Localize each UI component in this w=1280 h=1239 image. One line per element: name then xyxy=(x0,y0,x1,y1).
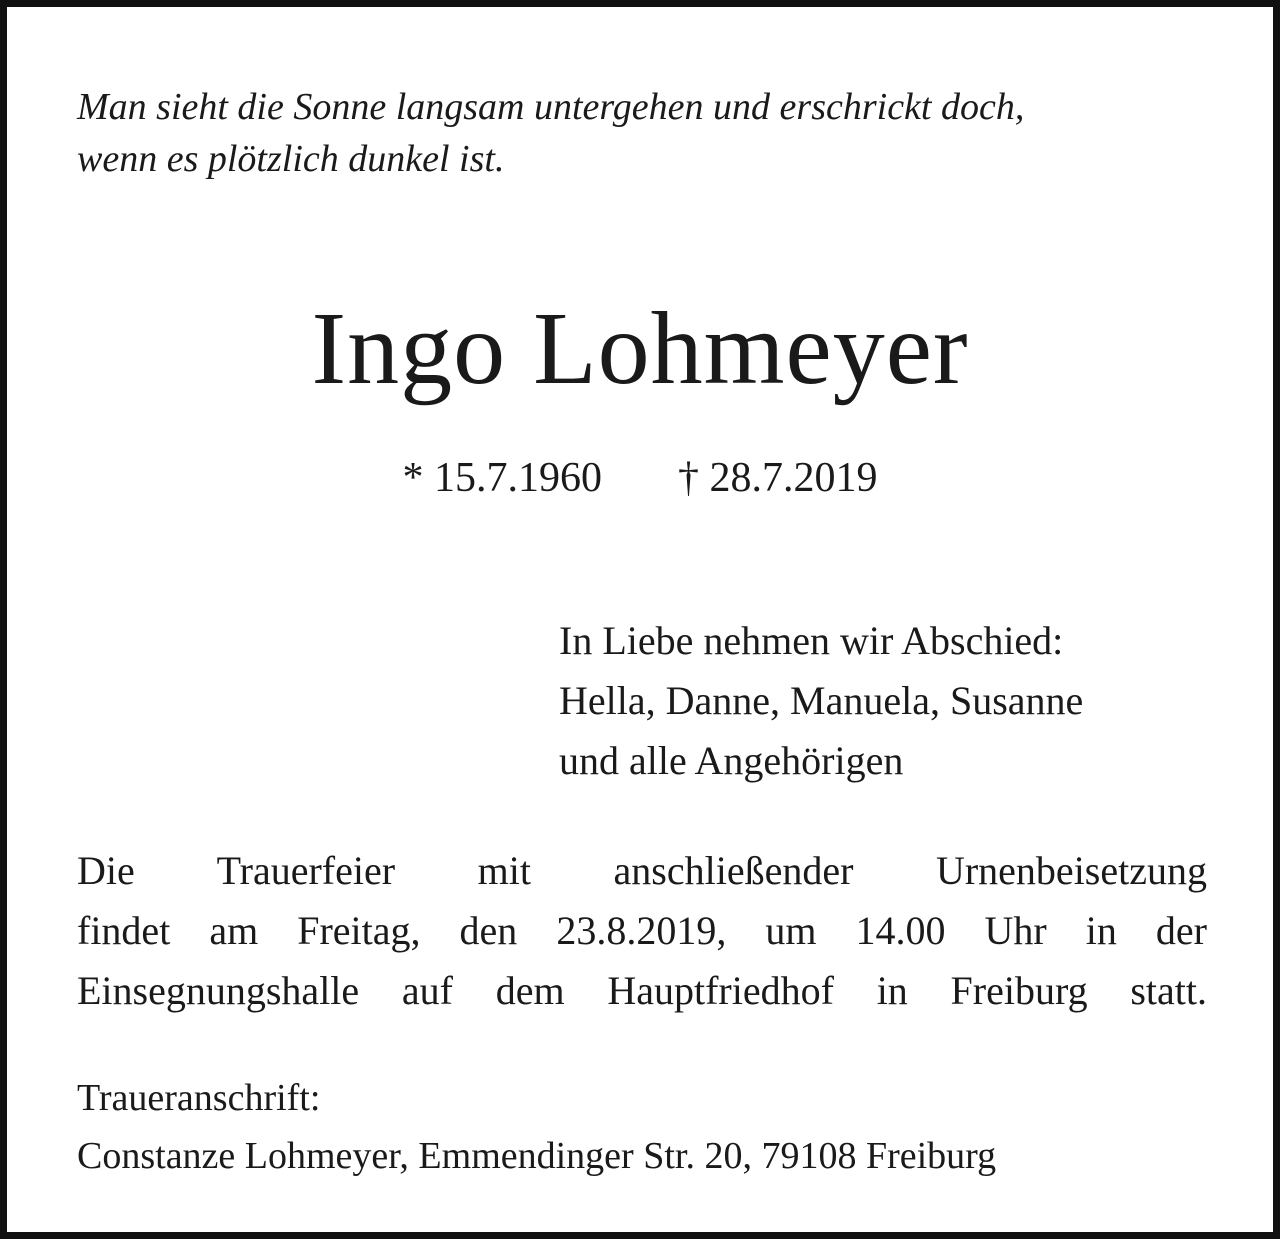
mourners-line-1: In Liebe nehmen wir Abschied: xyxy=(559,618,1064,663)
life-dates xyxy=(7,453,1273,503)
ceremony-line-3: Einsegnungshalle auf dem Hauptfriedhof in Freiburg statt. xyxy=(77,968,1207,1013)
deceased-name: Ingo Lohmeyer xyxy=(311,291,969,406)
mourning-address xyxy=(77,1069,996,1185)
address-value: Constanze Lohmeyer, Emmendinger Str. 20, 79108 Freiburg xyxy=(77,1135,997,1177)
quote-line-1: Man sieht die Sonne langsam untergehen und erschrickt doch, xyxy=(77,86,1025,128)
mourners-line-2: Hella, Danne, Manuela, Susanne xyxy=(559,678,1084,723)
death-date: † 28.7.2019 xyxy=(678,455,878,501)
ceremony-info xyxy=(77,841,1207,1021)
mourners xyxy=(559,611,1083,791)
mourners-line-3: und alle Angehörigen xyxy=(559,738,904,783)
ceremony-line-2: findet am Freitag, den 23.8.2019, um 14.00 Uhr in der xyxy=(77,908,1207,953)
ceremony-line-1: Die Trauerfeier mit anschließender Urnenbeisetzung xyxy=(77,848,1207,893)
birth-date: * 15.7.1960 xyxy=(402,455,602,501)
quote xyxy=(77,81,1227,185)
quote-line-2: wenn es plötzlich dunkel ist. xyxy=(77,138,505,180)
address-label: Traueranschrift: xyxy=(77,1077,321,1119)
